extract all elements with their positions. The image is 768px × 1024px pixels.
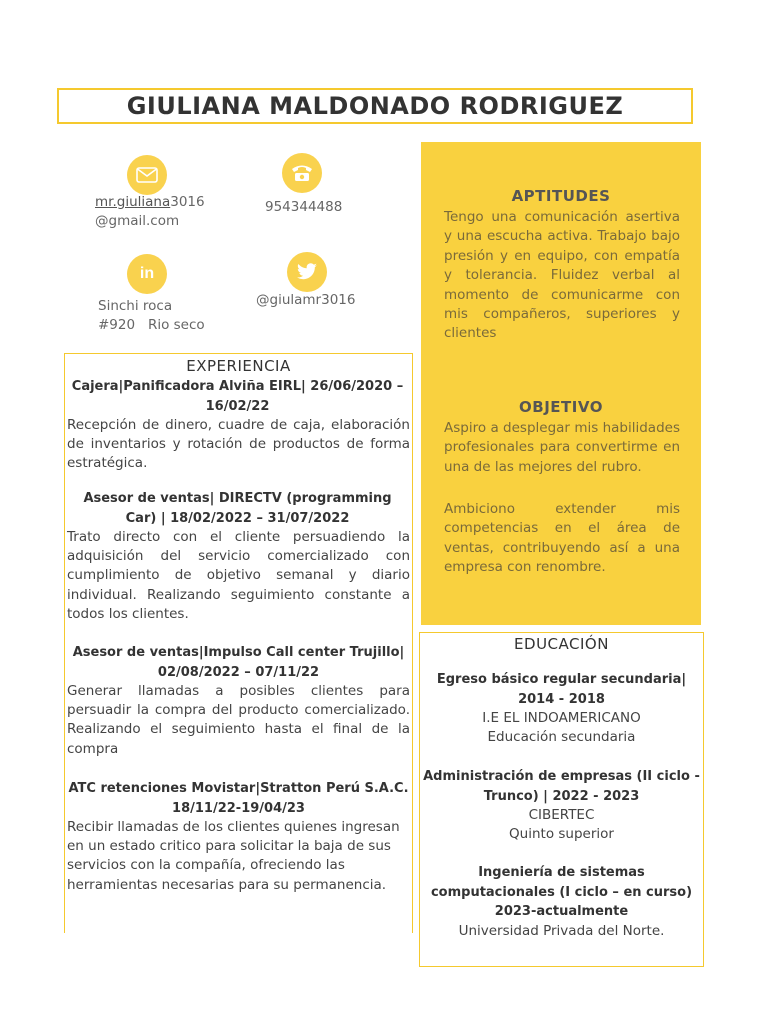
linkedin-icon: in — [127, 254, 167, 294]
job-title: Cajera|Panificadora Alviña EIRL| 26/06/2020 – 16/02/22 — [71, 379, 404, 414]
job-title: ATC retenciones Movistar|Stratton Perú S.A.C. 18/11/22-19/04/23 — [68, 781, 409, 816]
full-name: GIULIANA MALDONADO RODRIGUEZ — [126, 92, 624, 120]
education-item-title: Ingeniería de sistemas computacionales (I ciclo – en curso) 2023-actualmente — [430, 865, 693, 919]
email-text — [95, 193, 205, 231]
education-institution: Universidad Privada del Norte. — [458, 923, 665, 939]
education-institution: I.E EL INDOAMERICANO — [482, 710, 641, 726]
objetivo-title: OBJETIVO — [519, 398, 603, 416]
job-description: Recepción de dinero, cuadre de caja, elaboración de inventarios y rotación de productos de forma estratégica. — [67, 417, 410, 472]
education-item-title: Egreso básico regular secundaria| 2014 - 2018 — [436, 672, 687, 707]
experience-title: EXPERIENCIA — [186, 357, 291, 375]
email-icon — [127, 155, 167, 195]
education-institution: CIBERTEC — [528, 807, 595, 823]
job-title: Asesor de ventas|Impulso Call center Trujillo| 02/08/2022 – 07/11/22 — [72, 645, 405, 680]
job-description: Recibir llamadas de los clientes quienes ingresan en un estado critico para solicitar la baja de sus servicios con la compañía, ofreciendo las herramientas necesarias para su permanencia. — [67, 819, 400, 893]
address-line1: Sinchi roca — [98, 298, 173, 314]
job-description: Generar llamadas a posibles clientes para persuadir la compra del producto comercializado. Realizando el seguimiento hasta el final de la compra — [67, 683, 410, 757]
twitter-handle: @giulamr3016 — [256, 292, 356, 308]
objetivo-text-1: Aspiro a desplegar mis habilidades profesionales para convertirme en una de las mejores del rubro. — [444, 420, 680, 475]
education-item-title: Administración de empresas (II ciclo - Trunco) | 2022 - 2023 — [423, 769, 700, 804]
email-domain: @gmail.com — [95, 213, 180, 229]
email-user-suffix: 3016 — [170, 194, 205, 210]
education-title: EDUCACIÓN — [514, 635, 609, 653]
aptitudes-text: Tengo una comunicación asertiva y una escucha activa. Trabajo bajo presión y en equipo, con empatía y tolerancia. Fluidez verbal al momento de comunicarme con mis compañeros, superiores y clientes — [444, 209, 680, 342]
address-text — [98, 297, 205, 335]
phone-number: 954344488 — [265, 199, 343, 215]
email-user[interactable]: mr.giuliana — [95, 194, 171, 210]
education-detail: Educación secundaria — [487, 729, 636, 745]
job-title: Asesor de ventas| DIRECTV (programming Car) | 18/02/2022 – 31/07/2022 — [83, 491, 392, 526]
name-header-box — [57, 88, 693, 124]
objetivo-text-2: Ambiciono extender mis competencias en el área de ventas, contribuyendo así a una empresa con renombre. — [444, 501, 680, 576]
job-description: Trato directo con el cliente persuadiendo la adquisición del servicio comercializado con cumplimiento de objetivo semanal y diario individual. Realizando seguimiento constante a todos los clientes. — [67, 529, 410, 622]
phone-icon — [282, 153, 322, 193]
education-detail: Quinto superior — [509, 826, 614, 842]
address-line2: #920 Rio seco — [98, 317, 205, 333]
twitter-icon — [287, 252, 327, 292]
aptitudes-title: APTITUDES — [511, 187, 611, 205]
